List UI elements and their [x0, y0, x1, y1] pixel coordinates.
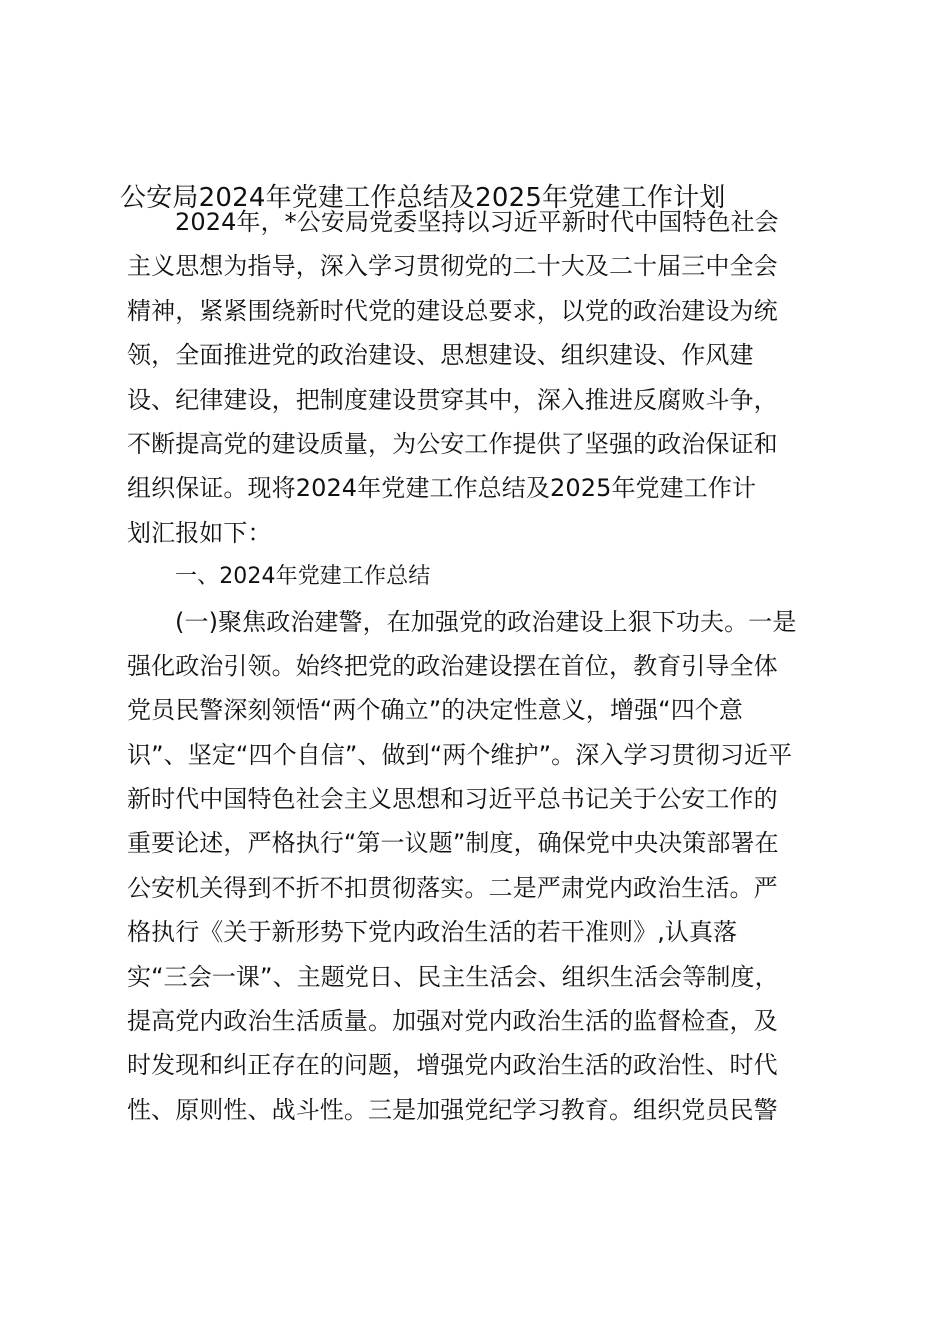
- paragraph-line: 精神，紧紧围绕新时代党的建设总要求，以党的政治建设为统: [127, 296, 778, 325]
- document-body: [127, 200, 827, 1132]
- paragraph-line: 设、纪律建设，把制度建设贯穿其中，深入推进反腐败斗争，: [127, 385, 778, 414]
- paragraph-line: 时发现和纠正存在的问题，增强党内政治生活的政治性、时代: [127, 1051, 778, 1080]
- paragraph-line: 主义思想为指导，深入学习贯彻党的二十大及二十届三中全会: [127, 252, 778, 281]
- paragraph-line: 2024年，*公安局党委坚持以习近平新时代中国特色社会: [175, 208, 779, 236]
- paragraph-line: 组织保证。现将2024年党建工作总结及2025年党建工作计: [127, 474, 757, 503]
- paragraph-line: 划汇报如下：: [127, 518, 272, 547]
- paragraph-line: 领，全面推进党的政治建设、思想建设、组织建设、作风建: [127, 341, 754, 370]
- document-title: 公安局2024年党建工作总结及2025年党建工作计划: [120, 183, 726, 213]
- paragraph-line: 实“三会一课”、主题党日、民主生活会、组织生活会等制度，: [127, 962, 779, 991]
- section-heading: 一、2024年党建工作总结: [175, 564, 431, 590]
- paragraph-line: 党员民警深刻领悟“两个确立”的决定性意义，增强“四个意: [127, 696, 743, 725]
- paragraph-line: 不断提高党的建设质量，为公安工作提供了坚强的政治保证和: [127, 429, 778, 458]
- paragraph-line: 性、原则性、战斗性。三是加强党纪学习教育。组织党员民警: [127, 1095, 778, 1124]
- paragraph-line: 公安机关得到不折不扣贯彻落实。二是严肃党内政治生活。严: [127, 873, 778, 902]
- paragraph-line: 重要论述，严格执行“第一议题”制度，确保党中央决策部署在: [127, 829, 779, 858]
- paragraph-line: 强化政治引领。始终把党的政治建设摆在首位，教育引导全体: [127, 651, 778, 680]
- paragraph-line: 新时代中国特色社会主义思想和习近平总书记关于公安工作的: [127, 785, 778, 814]
- paragraph-line: 提高党内政治生活质量。加强对党内政治生活的监督检查，及: [127, 1007, 778, 1036]
- paragraph-line: 格执行《关于新形势下党内政治生活的若干准则》,认真落: [127, 918, 738, 947]
- paragraph-line: 识”、坚定“四个自信”、做到“两个维护”。深入学习贯彻习近平: [127, 740, 793, 769]
- paragraph-line: (一)聚焦政治建警，在加强党的政治建设上狠下功夫。一是: [175, 607, 797, 636]
